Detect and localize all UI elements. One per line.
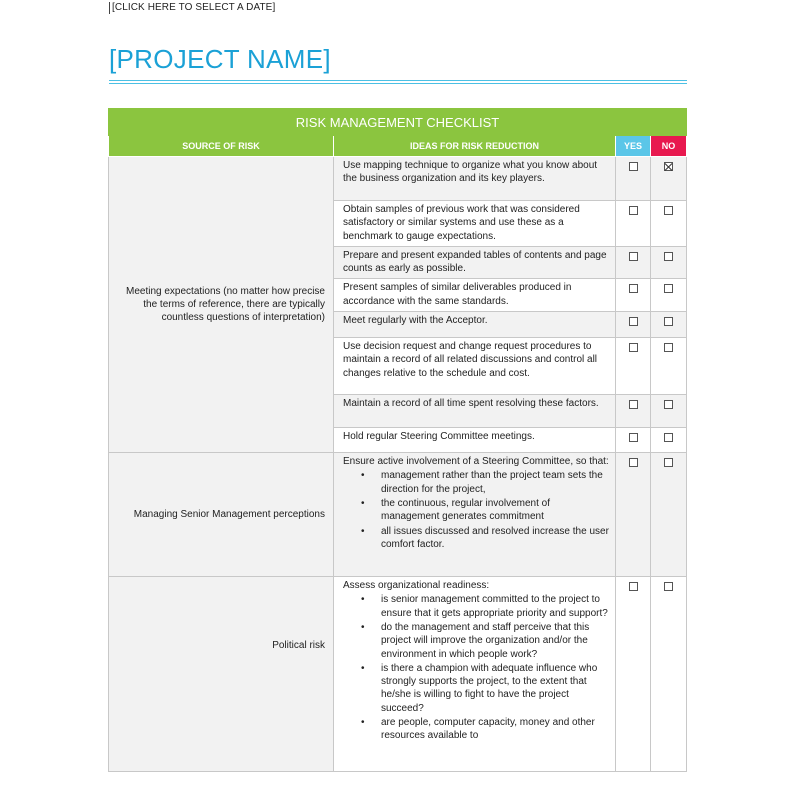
risk-idea-cell: Meet regularly with the Acceptor.	[334, 312, 616, 338]
date-picker[interactable]: [CLICK HERE TO SELECT A DATE]	[109, 2, 275, 14]
list-item: • are people, computer capacity, money and other resources available to	[381, 716, 609, 743]
yes-checkbox[interactable]	[629, 206, 638, 215]
risk-idea-bullets	[343, 593, 609, 742]
project-name-title[interactable]: [PROJECT NAME]	[109, 44, 331, 74]
no-checkbox[interactable]	[664, 206, 673, 215]
no-checkbox[interactable]	[664, 433, 673, 442]
column-header-no: NO	[651, 136, 687, 157]
no-cell	[651, 246, 687, 279]
no-cell	[651, 453, 687, 577]
risk-source-cell: Political risk	[109, 577, 334, 772]
yes-checkbox[interactable]	[629, 343, 638, 352]
yes-cell	[616, 312, 651, 338]
yes-cell	[616, 395, 651, 428]
yes-cell	[616, 157, 651, 201]
yes-checkbox[interactable]	[629, 458, 638, 467]
risk-idea-cell: Obtain samples of previous work that was considered satisfactory or similar systems and use these as a benchmark to gauge expectations.	[334, 201, 616, 247]
list-item: • do the management and staff perceive that this project will improve the organization and/or the environment in which people work?	[381, 621, 609, 661]
risk-checklist-table	[108, 108, 687, 772]
column-header-source: SOURCE OF RISK	[109, 136, 334, 157]
no-checkbox[interactable]	[664, 284, 673, 293]
yes-cell	[616, 246, 651, 279]
risk-idea-intro: Assess organizational readiness:	[343, 580, 490, 592]
no-cell	[651, 338, 687, 395]
no-checkbox[interactable]	[664, 400, 673, 409]
yes-cell	[616, 201, 651, 247]
no-cell	[651, 312, 687, 338]
risk-source-cell: Meeting expectations (no matter how precise the terms of reference, there are typically countless questions of interpretation)	[109, 157, 334, 453]
risk-idea-cell: Use mapping technique to organize what you know about the business organization and its key players.	[334, 157, 616, 201]
list-item: • is there a champion with adequate influence who strongly supports the project, to the extent that he/she is willing to fight to have the project succeed?	[381, 662, 609, 715]
list-item: • management rather than the project team sets the direction for the project,	[381, 469, 609, 496]
no-cell	[651, 279, 687, 312]
yes-checkbox[interactable]	[629, 582, 638, 591]
risk-idea-cell: Present samples of similar deliverables produced in accordance with the same standards.	[334, 279, 616, 312]
column-header-yes: YES	[616, 136, 651, 157]
table-row	[109, 453, 687, 577]
yes-cell	[616, 279, 651, 312]
risk-idea-cell: Hold regular Steering Committee meetings.	[334, 428, 616, 453]
yes-cell	[616, 428, 651, 453]
no-checkbox[interactable]	[664, 162, 673, 171]
no-checkbox[interactable]	[664, 458, 673, 467]
risk-idea-cell	[334, 577, 616, 772]
list-item: • the continuous, regular involvement of management generates commitment	[381, 497, 609, 524]
title-divider-top	[109, 80, 687, 81]
table-row	[109, 577, 687, 772]
yes-checkbox[interactable]	[629, 433, 638, 442]
yes-checkbox[interactable]	[629, 400, 638, 409]
yes-cell	[616, 453, 651, 577]
no-checkbox[interactable]	[664, 252, 673, 261]
no-checkbox[interactable]	[664, 343, 673, 352]
no-cell	[651, 395, 687, 428]
no-cell	[651, 157, 687, 201]
list-item: • is senior management committed to the project to ensure that it gets appropriate priority and support?	[381, 593, 609, 620]
column-header-ideas: IDEAS FOR RISK REDUCTION	[334, 136, 616, 157]
no-cell	[651, 577, 687, 772]
risk-idea-cell: Use decision request and change request procedures to maintain a record of all related discussions and control all changes relative to the schedule and cost.	[334, 338, 616, 395]
table-title: RISK MANAGEMENT CHECKLIST	[109, 109, 687, 136]
risk-idea-cell: Maintain a record of all time spent resolving these factors.	[334, 395, 616, 428]
no-checkbox[interactable]	[664, 317, 673, 326]
title-divider-bottom	[109, 83, 687, 84]
yes-checkbox[interactable]	[629, 252, 638, 261]
risk-source-cell: Managing Senior Management perceptions	[109, 453, 334, 577]
risk-idea-intro: Ensure active involvement of a Steering Committee, so that:	[343, 456, 609, 468]
yes-checkbox[interactable]	[629, 162, 638, 171]
no-cell	[651, 201, 687, 247]
risk-idea-bullets	[343, 469, 609, 551]
yes-checkbox[interactable]	[629, 284, 638, 293]
risk-idea-cell	[334, 453, 616, 577]
risk-idea-cell: Prepare and present expanded tables of contents and page counts as early as possible.	[334, 246, 616, 279]
no-cell	[651, 428, 687, 453]
list-item: • all issues discussed and resolved increase the user comfort factor.	[381, 525, 609, 552]
table-row	[109, 157, 687, 201]
yes-cell	[616, 577, 651, 772]
yes-cell	[616, 338, 651, 395]
no-checkbox[interactable]	[664, 582, 673, 591]
yes-checkbox[interactable]	[629, 317, 638, 326]
